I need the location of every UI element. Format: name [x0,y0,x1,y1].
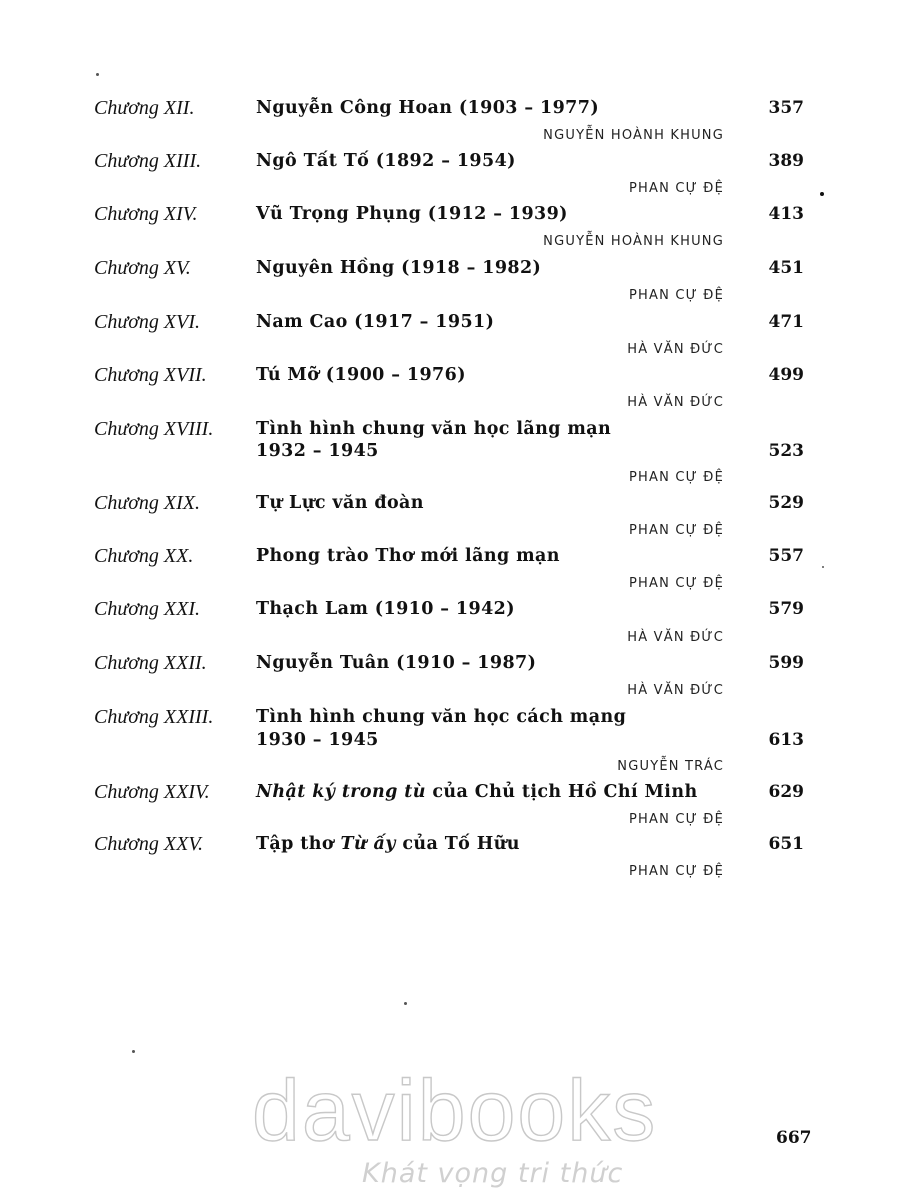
page-number-ref: 471 [768,312,804,332]
print-speck [822,566,824,568]
chapter-author: PHAN CỰ ĐỆ [628,576,724,591]
chapter-label: Chương XIII. [94,150,202,172]
chapter-title [256,203,726,225]
chapter-title-part: Nam Cao (1917 – 1951) [256,312,495,332]
chapter-title-part: Nhật ký trong tù [256,782,426,802]
chapter-title-part: Nguyễn Công Hoan (1903 – 1977) [256,98,599,118]
chapter-author: HÀ VĂN ĐỨC [627,395,724,410]
chapter-title-part: Thạch Lam (1910 – 1942) [256,599,515,619]
chapter-author: HÀ VĂN ĐỨC [627,630,724,645]
page-number-ref: 529 [768,493,804,513]
page-number-ref: 499 [768,365,804,385]
chapter-title-line2: 1930 – 1945 [256,730,379,750]
chapter-label: Chương XV. [94,257,191,279]
chapter-author: PHAN CỰ ĐỆ [628,523,724,538]
chapter-title-part: Vũ Trọng Phụng (1912 – 1939) [256,204,568,224]
chapter-title-part: Ngô Tất Tố (1892 – 1954) [256,151,516,171]
chapter-author: PHAN CỰ ĐỆ [628,181,724,196]
chapter-author: NGUYỄN TRÁC [617,759,724,774]
chapter-title [256,781,726,803]
chapter-label: Chương XXIII. [94,706,214,728]
print-speck [820,192,824,196]
chapter-author: NGUYỄN HOÀNH KHUNG [543,234,724,249]
print-speck [132,1050,135,1053]
chapter-title [256,311,726,333]
chapter-title-part: Tình hình chung văn học lãng mạn [256,419,612,439]
page-number-ref: 389 [768,151,804,171]
chapter-title-line2: 1932 – 1945 [256,441,379,461]
chapter-author: HÀ VĂN ĐỨC [627,342,724,357]
chapter-title [256,364,726,386]
chapter-title [256,257,726,279]
page-number-ref: 599 [768,653,804,673]
chapter-label: Chương XIV. [94,203,198,225]
chapter-label: Chương XXII. [94,652,207,674]
page-number-ref: 451 [768,258,804,278]
chapter-title-part: Từ ấy [340,834,396,854]
page-number-ref: 523 [768,441,804,461]
chapter-title-part: Tập thơ [256,834,341,854]
page-number-ref: 579 [768,599,804,619]
chapter-label: Chương XX. [94,545,194,567]
page-number-ref: 651 [768,834,804,854]
chapter-title-part: Tú Mỡ (1900 – 1976) [256,365,466,385]
chapter-label: Chương XVII. [94,364,207,386]
watermark-brand: davibooks [252,1063,658,1159]
chapter-label: Chương XII. [94,97,195,119]
chapter-author: PHAN CỰ ĐỆ [628,864,724,879]
chapter-label: Chương XXI. [94,598,201,620]
watermark-tagline: Khát vọng tri thức [362,1158,624,1189]
chapter-label: Chương XVIII. [94,418,214,440]
page-number-ref: 357 [768,98,804,118]
chapter-title-part: của Chủ tịch Hồ Chí Minh [425,782,698,802]
chapter-author: PHAN CỰ ĐỆ [628,812,724,827]
chapter-title [256,150,726,172]
page-number-ref: 413 [768,204,804,224]
chapter-author: HÀ VĂN ĐỨC [627,683,724,698]
chapter-title-part: Nguyễn Tuân (1910 – 1987) [256,653,537,673]
page-number: 667 [776,1128,812,1148]
chapter-title [256,706,726,728]
chapter-label: Chương XXV. [94,833,203,855]
chapter-title [256,598,726,620]
chapter-title-part: Tự Lực văn đoàn [256,493,424,513]
chapter-title [256,833,726,855]
chapter-author: PHAN CỰ ĐỆ [628,288,724,303]
page-number-ref: 629 [768,782,804,802]
chapter-title [256,418,726,440]
chapter-title-part: Nguyên Hồng (1918 – 1982) [256,258,542,278]
chapter-title [256,652,726,674]
page-number-ref: 557 [768,546,804,566]
chapter-author: PHAN CỰ ĐỆ [628,470,724,485]
chapter-title-part: Phong trào Thơ mới lãng mạn [256,546,560,566]
chapter-title [256,545,726,567]
page-number-ref: 613 [768,730,804,750]
chapter-label: Chương XVI. [94,311,201,333]
chapter-title [256,492,726,514]
chapter-title-part: Tình hình chung văn học cách mạng [256,707,627,727]
chapter-title [256,97,726,119]
chapter-label: Chương XXIV. [94,781,210,803]
print-speck [96,73,99,76]
chapter-title-part: của Tố Hữu [395,834,520,854]
print-speck [404,1002,407,1005]
chapter-label: Chương XIX. [94,492,201,514]
chapter-author: NGUYỄN HOÀNH KHUNG [543,128,724,143]
